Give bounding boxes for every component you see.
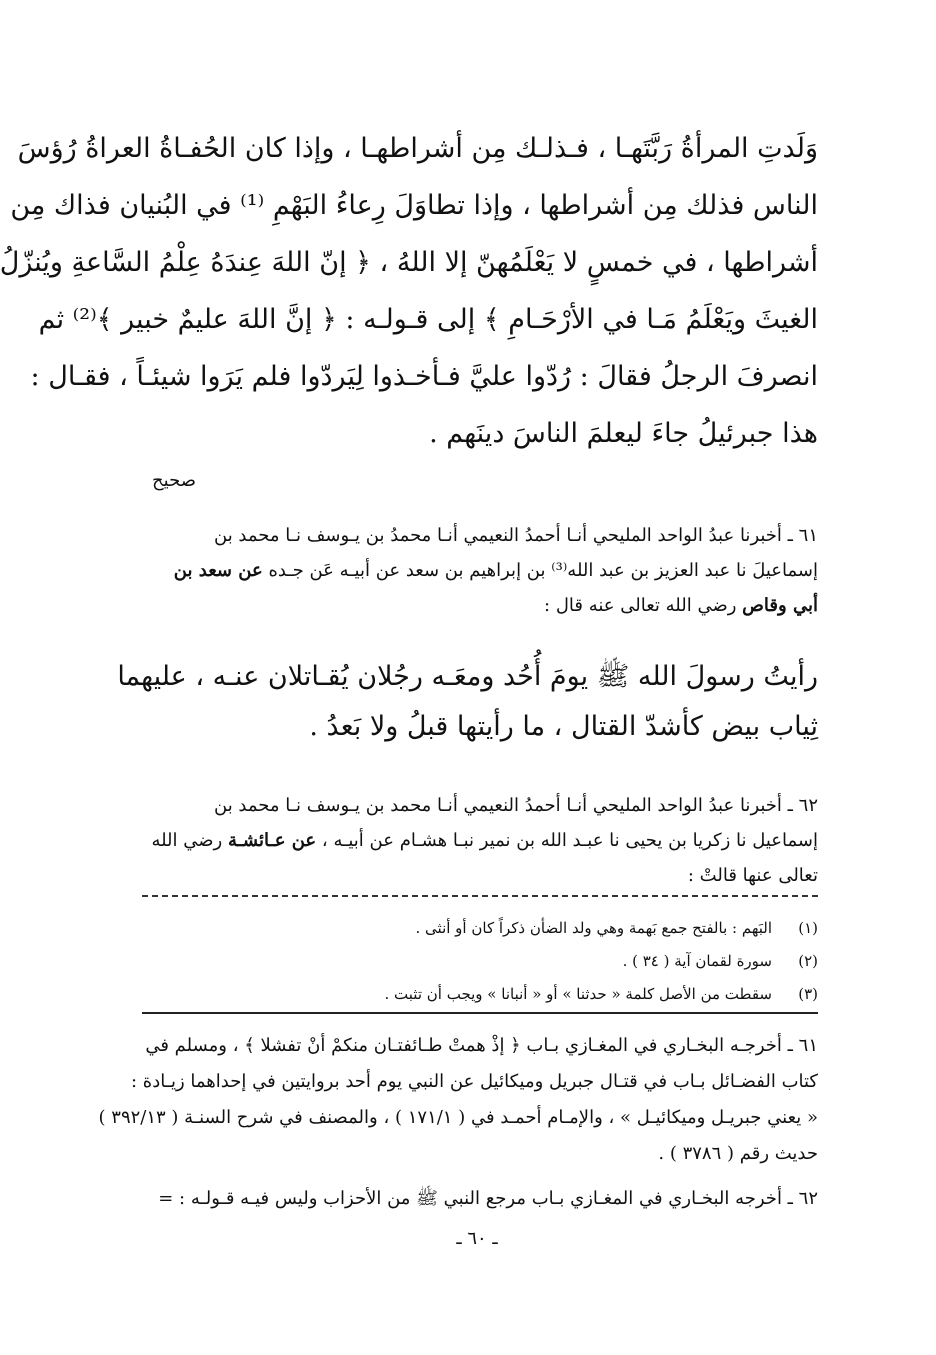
takhrij-line: ٦١ ـ أخرجـه البخـاري في المغـازي بـاب ﴿ إذْ همتْ طـائفتـان منكمْ أنْ تفشلا ﴾ ، ومسلم في: [145, 1035, 818, 1056]
footnote-divider: [142, 895, 818, 897]
footnote: [142, 978, 818, 1011]
takhrij-line: حديث رقم ( ٣٧٨٦ ) .: [658, 1143, 818, 1164]
footnote-text: سورة لقمان آية ( ٣٤ ) .: [622, 952, 772, 970]
narrator-name: أبي وقاص: [742, 595, 818, 616]
hadith-line: ثِياب بيض كأشدّ القتال ، ما رأيتها قبلُ ولا بَعدُ .: [309, 711, 818, 742]
hadith-line: رأيتُ رسولَ الله ﷺ يومَ أُحُد ومعَـه رجُلان يُقـاتلان عنـه ، عليهما: [117, 661, 818, 692]
chain-line: [142, 553, 818, 588]
main-paragraph: [0, 120, 818, 462]
takhrij-line: كتاب الفضـائل بـاب في قتـال جبريل وميكائيل عن النبي يوم أحد بروايتين في إحداهما زيـادة :: [130, 1071, 818, 1092]
takhrij-62: [142, 1181, 818, 1217]
takhrij-line: ٦٢ ـ أخرجه البخـاري في المغـازي بـاب مرجع النبي ﷺ من الأحزاب وليس فيـه قـولـه : =: [158, 1188, 818, 1209]
chain-text: إسماعيل نا زكريا بن يحيى نا عبـد الله بن نمير نبـا هشـام عن أبيـه ،: [321, 830, 818, 851]
hadith-61-text: [117, 652, 818, 752]
hadith-61-chain: [142, 518, 818, 623]
paragraph-line: وَلَدتِ المرأةُ رَبَّتَهـا ، فـذلـك مِن أشراطهـا ، وإذا كان الحُفـاةُ العراةُ رُؤسَ: [17, 133, 818, 164]
takhrij-61: [98, 1028, 818, 1172]
narrator-name: عن عـائشـة: [227, 830, 317, 851]
chain-line: [142, 588, 818, 623]
paragraph-line: الغيثَ ويَعْلَمُ مَـا في الأرْحَـامِ ﴾ إلى قـولـه : ﴿ إنَّ اللهَ عليمٌ خبير ﴾⁽²⁾ ثم: [38, 304, 818, 335]
chain-line: ٦٢ ـ أخبرنا عبدُ الواحد المليحي أنـا أحمدُ النعيمي أنـا محمد بن يـوسف نـا محمد بن: [214, 795, 818, 816]
chain-line: [142, 823, 818, 858]
chain-text: رضي الله تعالى عنه قال :: [544, 595, 737, 616]
footnote: [142, 912, 818, 945]
hadith-grade: صحيح: [152, 470, 196, 491]
takhrij-divider: [142, 1012, 818, 1014]
footnote-number: (١): [798, 919, 818, 937]
paragraph-line: أشراطها ، في خمسٍ لا يَعْلَمُهنّ إلا اللهُ ، ﴿ إنّ اللهَ عِندَهُ عِلْمُ السَّاعةِ ويُنزّلُ: [0, 247, 818, 278]
paragraph-line: انصرفَ الرجلُ فقالَ : رُدّوا عليَّ فـأخـذوا لِيَردّوا فلم يَرَوا شيئـاً ، فقـال :: [30, 361, 818, 392]
footnote-number: (٢): [798, 952, 818, 970]
takhrij-line: « يعني جبريـل وميكائيـل » ، والإمـام أحمـد في ( ١٧١/١ ) ، والمصنف في شرح السنـة ( ٣٩٢/١٣ ): [98, 1107, 818, 1128]
paragraph-line: هذا جبرئيلُ جاءَ ليعلمَ الناسَ دينَهم .: [429, 418, 818, 449]
chain-line: تعالى عنها قالتْ :: [687, 865, 818, 886]
footnotes: [142, 912, 818, 1011]
paragraph-line: الناس فذلك مِن أشراطها ، وإذا تطاوَلَ رِعاءُ البَهْمِ ⁽¹⁾ في البُنيان فذاك مِن: [10, 190, 818, 221]
footnote-number: (٣): [798, 985, 818, 1003]
narrator-name: عن سعد بن: [173, 560, 263, 581]
chain-line: ٦١ ـ أخبرنا عبدُ الواحد المليحي أنـا أحمدُ النعيمي أنـا محمدُ بن يـوسف نـا محمد بن: [214, 525, 818, 546]
chain-text: رضي الله: [151, 830, 223, 851]
footnote-text: سقطت من الأصل كلمة « حدثنا » أو « أنبانا » ويجب أن تثبت .: [384, 985, 772, 1003]
hadith-62-chain: [142, 788, 818, 893]
footnote: [142, 945, 818, 978]
page-number: ـ ٦٠ ـ: [456, 1228, 498, 1249]
chain-text: إسماعيلَ نا عبد العزيز بن عبد الله⁽³⁾ بن إبراهيم بن سعد عن أبيـه عَن جـده: [268, 560, 818, 581]
footnote-text: البَهم : بالفتح جمع بَهمة وهي ولد الضأن ذكراً كان أو أنثى .: [415, 919, 772, 937]
